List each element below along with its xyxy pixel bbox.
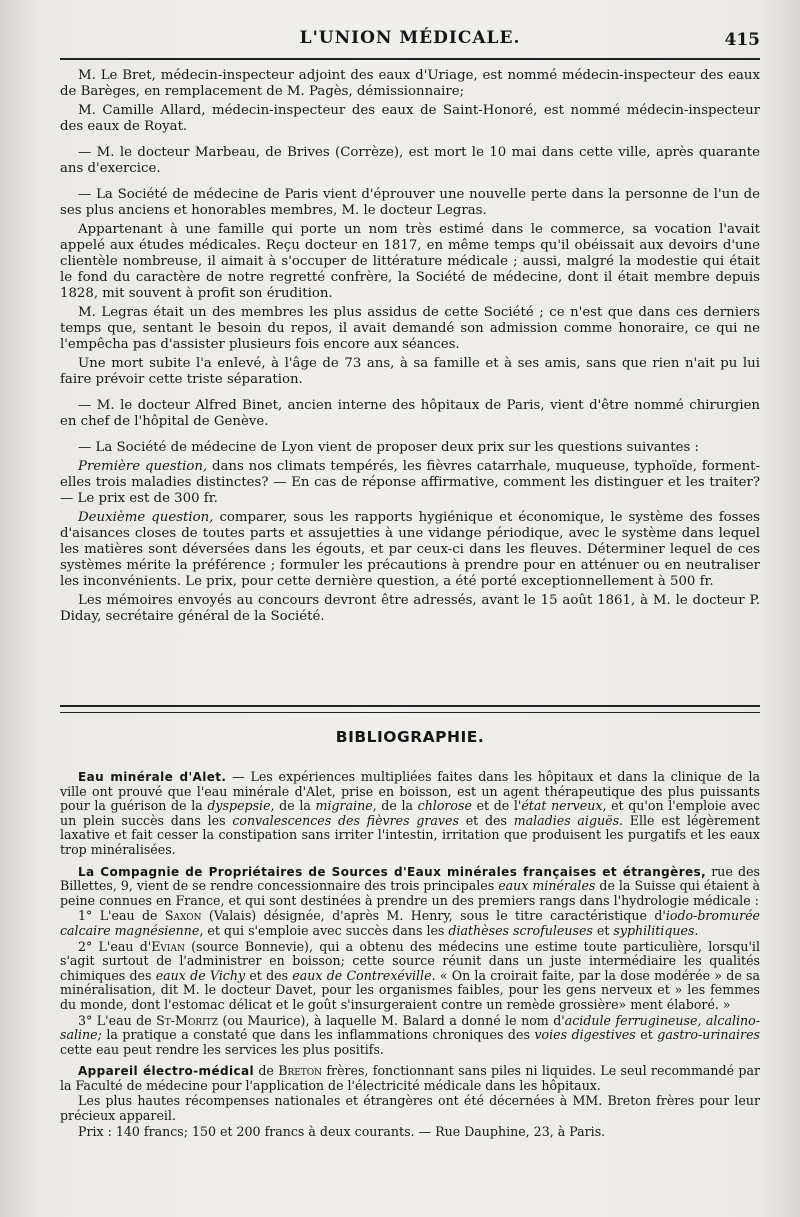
news-paragraph: Appartenant à une famille qui porte un nom très estimé dans le commerce, sa vocation l'avait appelé aux études médicales. Reçu docteur en 1817, en même temps qu'il obéissait aux devoirs d'une clientèle nombreuse, il aimait à s'occuper de littérature médicale ; aussi, malgré la modestie qui était le fond du caractère de notre regretté confrère, la Société de médecine, dont il était membre depuis 1828, mit souvent à profit son érudition. — [60, 222, 760, 301]
entry-appareil-awards: Les plus hautes récompenses nationales et étrangères ont été décernées à MM. Breton frères pour leur précieux appareil. — [60, 1093, 760, 1124]
entry-saxon: 1° L'eau de Saxon (Valais) désignée, d'après M. Henry, sous le titre caractéristique d'iodo-bromurée calcaire magnésienne, et qui s'emploie avec succès dans les diathèses scrofuleuses et syphilitiques. — [60, 908, 760, 938]
question-text: comparer, sous les rapports hygiénique et économique, le système des fosses d'aisances closes de toutes parts et assujetties à une vidange périodique, avec le système dans lequel les matières sont déversées dans les égouts, et par ceux-ci dans les fleuves. Déterminer lequel de ces systèmes mérite la préférence ; formuler les précautions à prendre pour en atténuer ou en neutraliser les inconvénients. Le prix, pour cette dernière question, a été porté exceptionnellement à 500 fr. — [60, 510, 760, 589]
section-divider — [60, 705, 760, 713]
entry-heading: Appareil électro-médical — [78, 1064, 255, 1079]
news-paragraph: — La Société de médecine de Paris vient d'éprouver une nouvelle perte dans la personne de l'un de ses plus anciens et honorables membres, M. le docteur Legras. — [60, 187, 760, 218]
prize-question-2 — [60, 510, 760, 590]
running-title: L'UNION MÉDICALE. — [299, 28, 521, 48]
section-title: BIBLIOGRAPHIE. — [335, 728, 485, 746]
news-paragraph: Les mémoires envoyés au concours devront être adressés, avant le 15 août 1861, à M. le docteur P. Diday, secrétaire général de la Société. — [60, 593, 760, 624]
news-paragraph: M. Camille Allard, médecin-inspecteur des eaux de Saint-Honoré, est nommé médecin-inspecteur des eaux de Royat. — [60, 103, 760, 134]
question-label: Première question, — [78, 459, 208, 474]
entry-appareil-price: Prix : 140 francs; 150 et 200 francs à deux courants. — Rue Dauphine, 23, à Paris. — [78, 1123, 606, 1139]
entry-alet: Eau minérale d'Alet. — Les expériences multipliées faites dans les hôpitaux et dans la clinique de la ville ont prouvé que l'eau minérale d'Alet, prise en boisson, est un agent thérapeutique des plus puissants pour la guérison de la dyspepsie, de la migraine, de la chlorose et de l'état nerveux, et qu'on l'emploie avec un plein succès dans les convalescences des fièvres graves et des maladies aiguës. Elle est légèrement laxative et fait cesser la constipation sans irriter l'intestin, irritation que produisent les purgatifs et les eaux trop minéralisées. — [60, 769, 760, 857]
news-paragraph: — M. le docteur Marbeau, de Brives (Corrèze), est mort le 10 mai dans cette ville, après quarante ans d'exercice. — [60, 145, 760, 176]
question-label: Deuxième question, — [78, 510, 214, 525]
entry-evian: 2° L'eau d'Evian (source Bonnevie), qui a obtenu des médecins une estime toute particulière, lorsqu'il s'agit surtout de l'administrer en boisson; cette source réunit dans un juste intermédiaire les qualités chimiques des eaux de Vichy et des eaux de Contrexéville. « On la croirait faite, par la dose modérée » de sa minéralisation, dit M. le docteur Davet, pour les organismes faibles, pour les gens nerveux et » les femmes du monde, dont l'estomac délicat et le goût s'insurgeraient contre un remède grossière» ment élaboré. » — [60, 938, 760, 1012]
news-paragraph: M. Legras était un des membres les plus assidus de cette Société ; ce n'est que dans ces derniers temps que, sentant le besoin du repos, il avait demandé son admission comme honoraire, ce qui ne l'empêcha pas d'assister plusieurs fois encore aux séances. — [60, 305, 760, 352]
page-number: 415 — [724, 30, 760, 50]
entry-appareil: Appareil électro-médical de Breton frères, fonctionnant sans piles ni liquides. Le seul recommandé par la Faculté de médecine pour l'application de l'électricité médicale dans les hôpitaux. — [60, 1063, 760, 1093]
news-paragraph: Une mort subite l'a enlevé, à l'âge de 73 ans, à sa famille et à ses amis, sans que rien n'ait pu lui faire prévoir cette triste séparation. — [60, 356, 760, 387]
news-section — [60, 68, 760, 625]
question-text: dans nos climats tempérés, les fièvres catarrhale, muqueuse, typhoïde, forment-elles trois maladies distinctes? — En cas de réponse affirmative, comment les distinguer et les traiter? — Le prix est de 300 fr. — [60, 459, 760, 506]
prize-question-1 — [60, 459, 760, 507]
entry-st-moritz: 3° L'eau de St-Moritz (ou Maurice), à laquelle M. Balard a donné le nom d'acidule ferrugineuse, alcalino-saline; la pratique a constaté que dans les inflammations chroniques des voies digestives et gastro-urinaires cette eau peut rendre les services les plus positifs. — [60, 1012, 760, 1057]
news-paragraph: M. Le Bret, médecin-inspecteur adjoint des eaux d'Uriage, est nommé médecin-inspecteur des eaux de Barèges, en remplacement de M. Pagès, démissionnaire; — [60, 68, 760, 99]
entry-heading: Eau minérale d'Alet. — [78, 770, 227, 784]
news-paragraph: — La Société de médecine de Lyon vient de proposer deux prix sur les questions suivantes : — [78, 440, 700, 455]
entry-compagnie: La Compagnie de Propriétaires de Sources d'Eaux minérales françaises et étrangères, rue des Billettes, 9, vient de se rendre concessionnaire des trois principales eaux minérales de la Suisse qui étaient à peine connues en France, et qui sont destinées à prendre un des premiers rangs dans l'hydrologie médicale : — [60, 863, 760, 908]
bibliography-section — [60, 770, 760, 1139]
page-header — [60, 26, 760, 56]
header-rule — [60, 58, 760, 60]
entry-heading: La Compagnie de Propriétaires de Sources d'Eaux minérales françaises et étrangères, — [78, 864, 707, 879]
news-paragraph: — M. le docteur Alfred Binet, ancien interne des hôpitaux de Paris, vient d'être nommé chirurgien en chef de l'hôpital de Genève. — [60, 398, 760, 429]
